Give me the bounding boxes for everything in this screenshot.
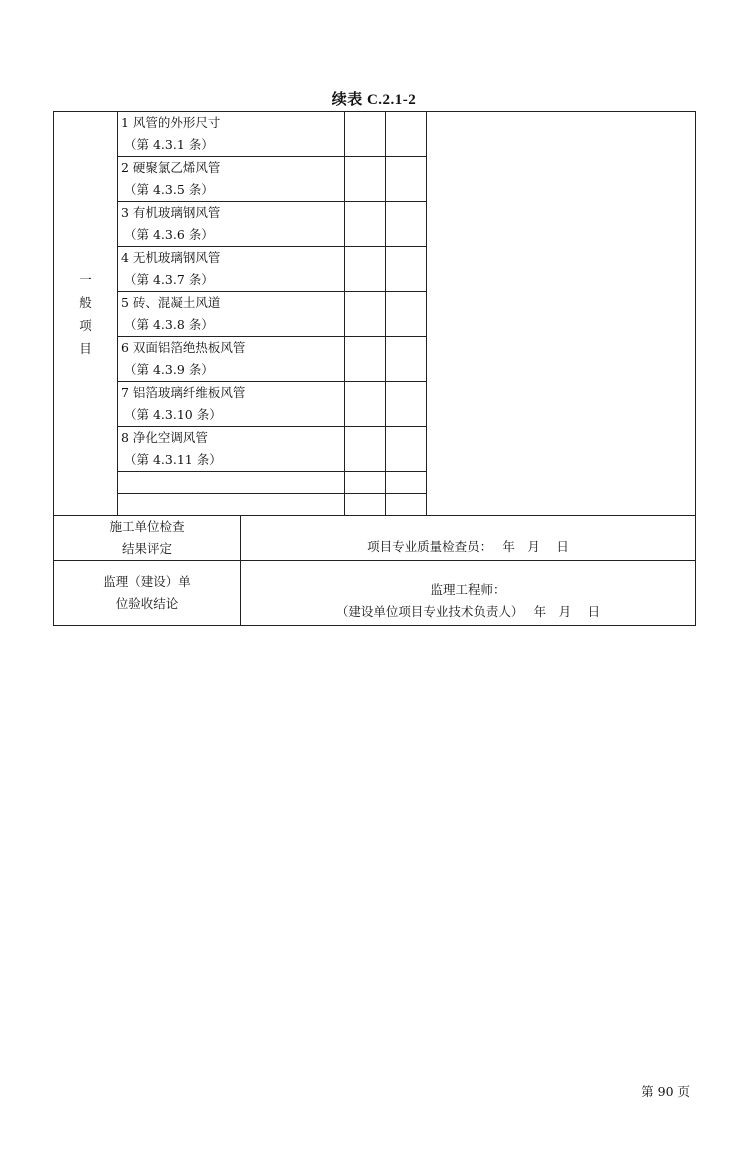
result-cell [386, 494, 427, 516]
result-cell [386, 292, 427, 337]
check-cell [345, 494, 386, 516]
construction-row [54, 516, 696, 561]
remarks-cell [427, 112, 696, 516]
empty-item-cell [118, 472, 345, 494]
item-cell [118, 247, 345, 292]
table-title: 续表 C.2.1-2 [331, 92, 417, 108]
item-cell [118, 202, 345, 247]
result-cell [386, 382, 427, 427]
supervision-label: 监理（建设）单 [103, 574, 191, 589]
empty-item-cell [118, 494, 345, 516]
check-cell [345, 202, 386, 247]
result-cell [386, 112, 427, 157]
item-name: 6 双面铝箔绝热板风管 [121, 340, 246, 355]
item-name: 1 风管的外形尺寸 [121, 115, 221, 130]
item-name: 2 硬聚氯乙烯风管 [121, 160, 221, 175]
item-ref: （第 4.3.1 条） [124, 137, 214, 152]
category-cell [54, 112, 118, 516]
construction-label-cell [54, 516, 241, 561]
result-cell [386, 157, 427, 202]
supervision-label: 位验收结论 [115, 596, 179, 611]
item-name: 7 铝箔玻璃纤维板风管 [121, 385, 246, 400]
item-name: 5 砖、混凝土风道 [121, 295, 221, 310]
inspection-form-table [53, 111, 696, 626]
check-cell [345, 382, 386, 427]
item-ref: （第 4.3.6 条） [124, 227, 214, 242]
check-cell [345, 247, 386, 292]
construction-label: 结果评定 [121, 541, 172, 556]
check-cell [345, 112, 386, 157]
supervision-signature: （建设单位项目专业技术负责人） 年 月 日 [335, 604, 601, 619]
construction-result-cell [241, 516, 696, 561]
supervision-result-cell [241, 561, 696, 626]
item-cell [118, 337, 345, 382]
check-cell [345, 337, 386, 382]
construction-signature: 项目专业质量检查员： 年 月 日 [367, 539, 569, 554]
result-cell [386, 247, 427, 292]
category-char: 目 [79, 340, 92, 356]
item-ref: （第 4.3.8 条） [124, 317, 214, 332]
supervision-row [54, 561, 696, 626]
category-char: 项 [79, 317, 92, 333]
item-cell [118, 112, 345, 157]
item-cell [118, 427, 345, 472]
result-cell [386, 472, 427, 494]
result-cell [386, 427, 427, 472]
item-name: 4 无机玻璃钢风管 [121, 250, 221, 265]
result-cell [386, 337, 427, 382]
check-cell [345, 472, 386, 494]
item-ref: （第 4.3.5 条） [124, 182, 214, 197]
item-ref: （第 4.3.9 条） [124, 362, 214, 377]
check-cell [345, 292, 386, 337]
result-cell [386, 202, 427, 247]
page-number: 第 90 页 [641, 1084, 690, 1099]
item-name: 3 有机玻璃钢风管 [121, 205, 221, 220]
item-name: 8 净化空调风管 [121, 430, 208, 445]
item-ref: （第 4.3.7 条） [124, 272, 214, 287]
supervision-label-cell [54, 561, 241, 626]
category-char: 一 [79, 271, 92, 287]
supervision-signature: 监理工程师： [430, 582, 506, 597]
item-cell [118, 382, 345, 427]
item-ref: （第 4.3.11 条） [124, 452, 222, 467]
construction-label: 施工单位检查 [109, 519, 185, 534]
item-ref: （第 4.3.10 条） [124, 407, 222, 422]
check-cell [345, 427, 386, 472]
check-cell [345, 157, 386, 202]
item-cell [118, 292, 345, 337]
item-cell [118, 157, 345, 202]
category-char: 般 [79, 294, 92, 310]
table-row [54, 112, 696, 157]
